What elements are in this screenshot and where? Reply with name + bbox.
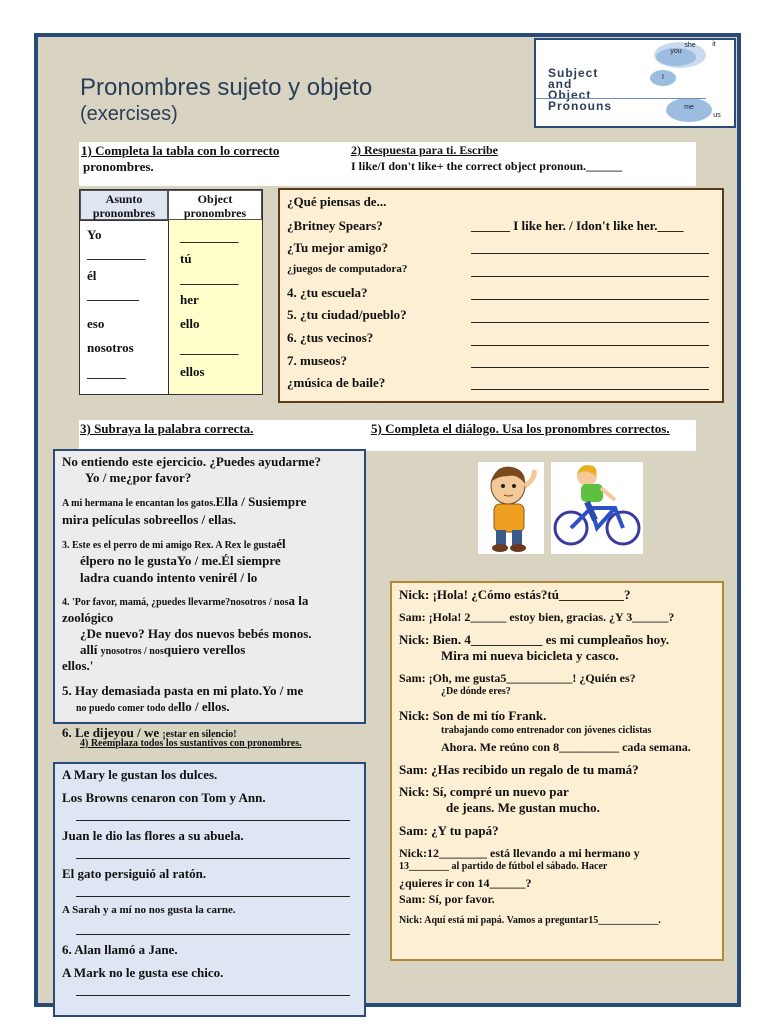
object-cell: tú [180,251,192,266]
dialogue-line[interactable]: Nick: Aquí está mi papá. Vamos a preguntar15____________. [399,915,661,926]
subject-cell: él [87,268,97,283]
ex3-small: 4. 'Por favor, mamá, ¿puedes llevarme?nosotros / nos [62,597,289,608]
ex3-small: ¡estar en silencio! [162,729,237,740]
ex3-choice[interactable]: él [276,536,286,551]
ex4-item: A Sarah y a mí no nos gusta la carne. [62,904,236,916]
dialogue-line: de jeans. Me gustan mucho. [446,800,600,815]
ex3-choice[interactable]: llo / ellos. [178,699,230,714]
ex2-example: ______ I like her. / Idon't like her.____ [471,218,684,233]
ex3-choice[interactable]: 6. Le dijeyou / we [62,725,160,740]
ex4-item: A Mark no le gusta ese chico. [62,965,224,980]
ex3-sentence: Yo / me¿por favor? [85,470,192,485]
ex4-heading: 4) Reemplaza todos los sustantivos con pronombres. [80,738,302,749]
dialogue-line[interactable]: Nick: Bien. 4___________ es mi cumpleaños hoy. [399,632,670,647]
logo-text-and: and [548,77,573,91]
dialogue-line[interactable]: Nick: ¡Hola! ¿Cómo estás?tú__________? [399,587,631,602]
ex3-sentence[interactable]: 5. Hay demasiada pasta en mi plato.Yo / me [62,683,304,698]
ex1-heading: 1) Completa la tabla con lo correcto [81,143,280,158]
bubble-you: you [656,48,696,66]
ex2-intro: ¿Qué piensas de... [287,194,387,209]
ex3-heading: 3) Subraya la palabra correcta. [80,421,254,436]
ex3-sentence: zoológico [62,610,114,625]
dialogue-line[interactable]: Sam: ¡Hola! 2______ estoy bien, gracias. ¿Y 3______? [399,610,675,624]
answer-line[interactable] [76,995,350,996]
ex2-item: 4. ¿tu escuela? [287,285,368,300]
answer-line[interactable] [76,934,350,935]
object-cell: ellos [180,364,205,379]
ex3-small: A mi hermana le encantan los gatos. [62,498,216,509]
ex2-heading-2: I like/I don't like+ the correct object pronoun.______ [351,159,623,173]
dialogue-line[interactable]: ¿quieres ir con 14______? [399,876,532,890]
ex1-heading-2: pronombres. [83,159,154,174]
ex3-sentence: No entiendo este ejercicio. ¿Puedes ayudarme? [62,454,321,469]
answer-line[interactable] [76,820,350,821]
dialogue-line: Sam: Sí, por favor. [399,892,495,906]
ex4-item: Juan le dio las flores a su abuela. [62,828,244,843]
answer-line[interactable] [471,253,709,254]
ex2-item: 6. ¿tus vecinos? [287,330,374,345]
bubble-me: me [666,98,712,122]
ex2-heading: 2) Respuesta para ti. Escribe [351,143,498,157]
dialogue-line: Sam: ¿Has recibido un regalo de tu mamá? [399,762,639,777]
ex2-item: 7. museos? [287,353,347,368]
ex3-sentence[interactable]: élpero no le gustaYo / me.Él siempre [80,553,281,568]
dialogue-line[interactable]: 13________ al partido de fútbol el sábado. Hacer [399,861,608,872]
ex3-text: allí [80,642,98,657]
answer-line[interactable] [471,367,709,368]
logo-text-subject: Subject [548,66,599,80]
ex2-item: ¿música de baile? [287,375,386,390]
logo-text-pronouns: Pronouns [548,99,612,113]
ex2-item: ¿Britney Spears? [287,218,383,233]
ex4-item: 6. Alan llamó a Jane. [62,942,178,957]
object-cell: ello [180,316,200,331]
dialogue-line[interactable]: Nick:12________ está llevando a mi hermano y [399,846,640,860]
ex3-choice[interactable]: a la [288,593,309,608]
subject-cell: _________ [87,246,146,261]
ex5-heading: 5) Completa el diálogo. Usa los pronombres correctos. [371,421,670,436]
page-title: Pronombres sujeto y objeto [80,74,373,101]
object-cell: _________ [180,341,239,356]
ex3-small: 3. Este es el perro de mi amigo Rex. A Rex le gusta [62,540,277,551]
ex3-small: no puedo comer todo de [76,703,179,714]
ex4-item: El gato persiguió al ratón. [62,866,207,881]
ex3-sentence: ¿De nuevo? Hay dos nuevos bebés monos. [80,626,312,641]
answer-line[interactable] [76,858,350,859]
dialogue-line[interactable]: Ahora. Me reúno con 8__________ cada semana. [441,740,691,754]
ex3-small[interactable]: ynosotros / nos [100,646,164,657]
object-cell: _________ [180,271,239,286]
subject-cell: eso [87,316,105,331]
answer-line[interactable] [76,896,350,897]
dialogue-line: Sam: ¿Y tu papá? [399,823,499,838]
dialogue-line: Nick: Son de mi tío Frank. [399,708,547,723]
subject-cell: Yo [87,227,102,242]
bubble-i: I [650,70,676,86]
object-cell: _________ [180,229,239,244]
ex3-choice[interactable]: quiero verellos [163,642,246,657]
ex2-item: ¿juegos de computadora? [287,263,408,275]
bubble-she: she [684,42,696,49]
dialogue-line[interactable]: Sam: ¡Oh, me gusta5___________! ¿Quién es? [399,671,636,685]
ex2-item: 5. ¿tu ciudad/pueblo? [287,307,407,322]
answer-line[interactable] [471,276,709,277]
ex3-choice[interactable]: Ella / Susiempre [215,494,307,509]
answer-line[interactable] [471,345,709,346]
boy-on-bicycle-illustration [551,462,643,554]
bubble-it: it [712,41,716,48]
dialogue-line: ¿De dónde eres? [441,686,511,697]
pronouns-logo [534,38,736,128]
ex2-item: ¿Tu mejor amigo? [287,240,389,255]
dialogue-line: trabajando como entrenador con jóvenes ciclistas [441,725,652,736]
answer-line[interactable] [471,299,709,300]
col-header-object: Object pronombres [168,190,262,220]
answer-line[interactable] [471,389,709,390]
ex3-sentence[interactable]: mira películas sobreellos / ellas. [62,512,237,527]
dialogue-line: Mira mi nueva bicicleta y casco. [441,648,619,663]
page-subtitle: (exercises) [80,103,178,125]
subject-cell: ______ [87,365,126,380]
bubble-us: us [713,112,721,119]
dialogue-line: Nick: Sí, compré un nuevo par [399,784,569,799]
boy-thinking-illustration [478,462,544,554]
subject-cell: ________ [87,287,139,302]
ex4-item: Los Browns cenaron con Tom y Ann. [62,790,266,805]
col-header-subject: Asunto pronombres [80,190,168,220]
subject-cell: nosotros [87,340,134,355]
ex4-item: A Mary le gustan los dulces. [62,767,218,782]
ex3-sentence[interactable]: ladra cuando intento venirél / lo [80,570,258,585]
answer-line[interactable] [471,322,709,323]
ex3-sentence: ellos.' [62,658,94,673]
logo-text-object: Object [548,88,592,102]
object-cell: her [180,292,199,307]
